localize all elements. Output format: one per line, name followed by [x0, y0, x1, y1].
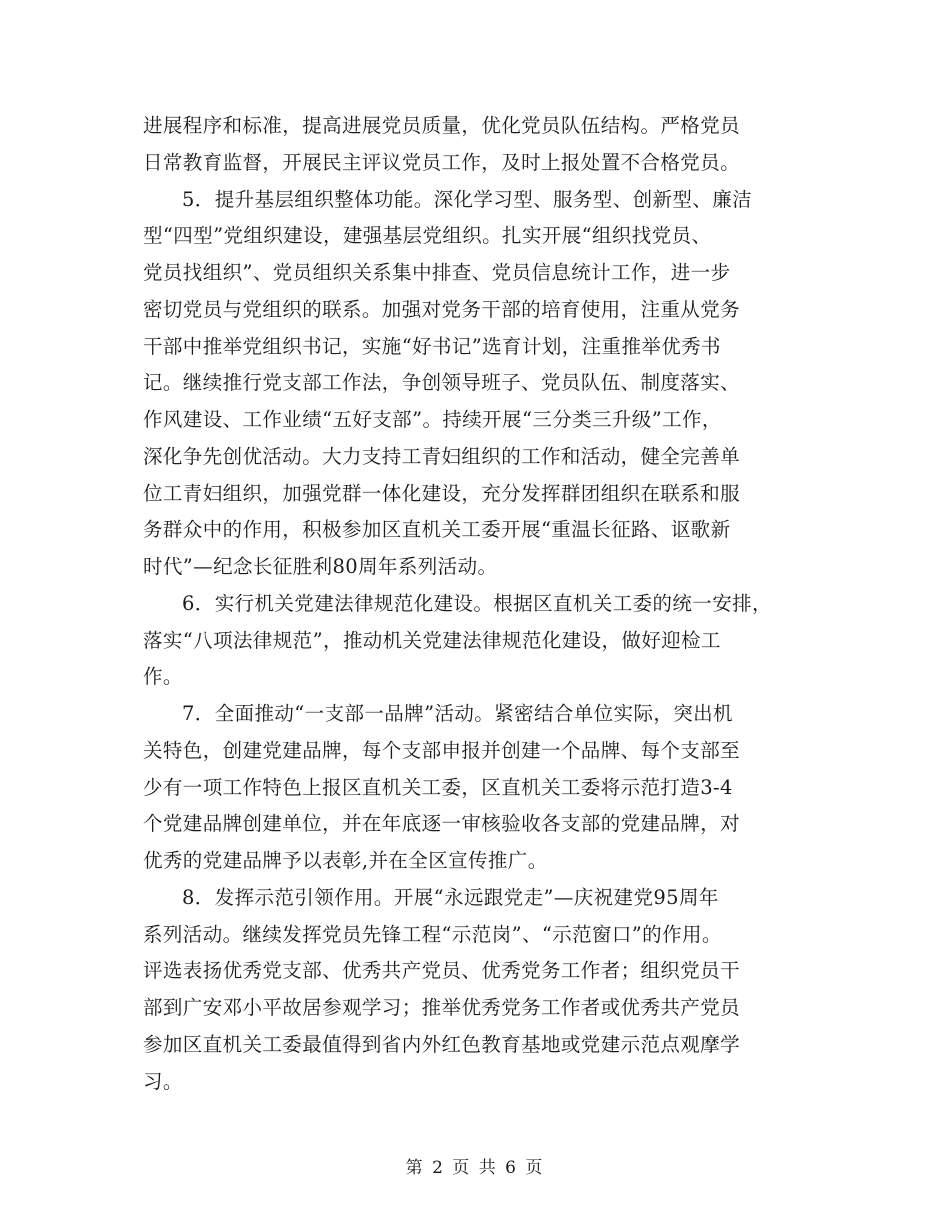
text-line: 务群众中的作用，积极参加区直机关工委开展“重温长征路、讴歌新 [143, 518, 731, 542]
text-line: 系列活动。继续发挥党员先锋工程“示范岗”、“示范窗口”的作用。 [143, 922, 722, 946]
body-text [143, 108, 833, 1100]
text-line: 日常教育监督，开展民主评议党员工作，及时上报处置不合格党员。 [143, 150, 741, 174]
text-line: 作。 [143, 665, 183, 689]
paragraph-6-start: 6．实行机关党建法律规范化建设。根据区直机关工委的统一安排， [182, 591, 772, 615]
text-line: 关特色，创建党建品牌，每个支部申报并创建一个品牌、每个支部至 [143, 738, 741, 762]
text-line: 落实“八项法律规范”，推动机关党建法律规范化建设，做好迎检工 [143, 628, 721, 652]
paragraph-7-start: 7．全面推动“一支部一品牌”活动。紧密结合单位实际，突出机 [182, 702, 733, 725]
text-line: 干部中推举党组织书记，实施“好书记”选育计划，注重推举优秀书 [143, 334, 721, 358]
paragraph-5-start: 5．提升基层组织整体功能。深化学习型、服务型、创新型、廉洁 [182, 187, 753, 211]
text-line: 个党建品牌创建单位，并在年底逐一审核验收各支部的党建品牌，对 [143, 812, 741, 836]
text-line: 少有一项工作特色上报区直机关工委，区直机关工委将示范打造3-4 [143, 775, 733, 799]
text-line: 部到广安邓小平故居参观学习；推举优秀党务工作者或优秀共产党员 [143, 996, 741, 1019]
text-line: 位工青妇组织，加强党群一体化建设，充分发挥群团组织在联系和服 [143, 481, 741, 505]
text-line: 参加区直机关工委最值得到省内外红色教育基地或党建示范点观摩学 [143, 1032, 741, 1056]
text-line: 型“四型”党组织建设，建强基层党组织。扎实开展“组织找党员、 [143, 224, 712, 248]
text-line: 习。 [143, 1069, 183, 1093]
text-line: 党员找组织”、党员组织关系集中排查、党员信息统计工作，进一步 [143, 261, 731, 284]
text-line: 优秀的党建品牌予以表彰,并在全区宣传推广。 [143, 849, 548, 872]
paragraph-8-start: 8．发挥示范引领作用。开展“永远跟党走”—庆祝建党95周年 [182, 885, 719, 909]
text-line: 评选表扬优秀党支部、优秀共产党员、优秀党务工作者；组织党员干 [143, 959, 741, 983]
text-line: 进展程序和标准，提高进展党员质量，优化党员队伍结构。严格党员 [143, 114, 741, 137]
text-line: 深化争先创优活动。大力支持工青妇组织的工作和活动，健全完善单 [143, 444, 741, 468]
text-line: 记。继续推行党支部工作法，争创领导班子、党员队伍、制度落实、 [143, 371, 741, 395]
page-footer: 第 2 页 共 6 页 [405, 1158, 545, 1178]
text-line: 时代”—纪念长征胜利80周年系列活动。 [143, 555, 498, 578]
text-line: 作风建设、工作业绩“五好支部”。持续开展“三分类三升级”工作， [143, 408, 722, 431]
text-line: 密切党员与党组织的联系。加强对党务干部的培育使用，注重从党务 [143, 297, 741, 321]
